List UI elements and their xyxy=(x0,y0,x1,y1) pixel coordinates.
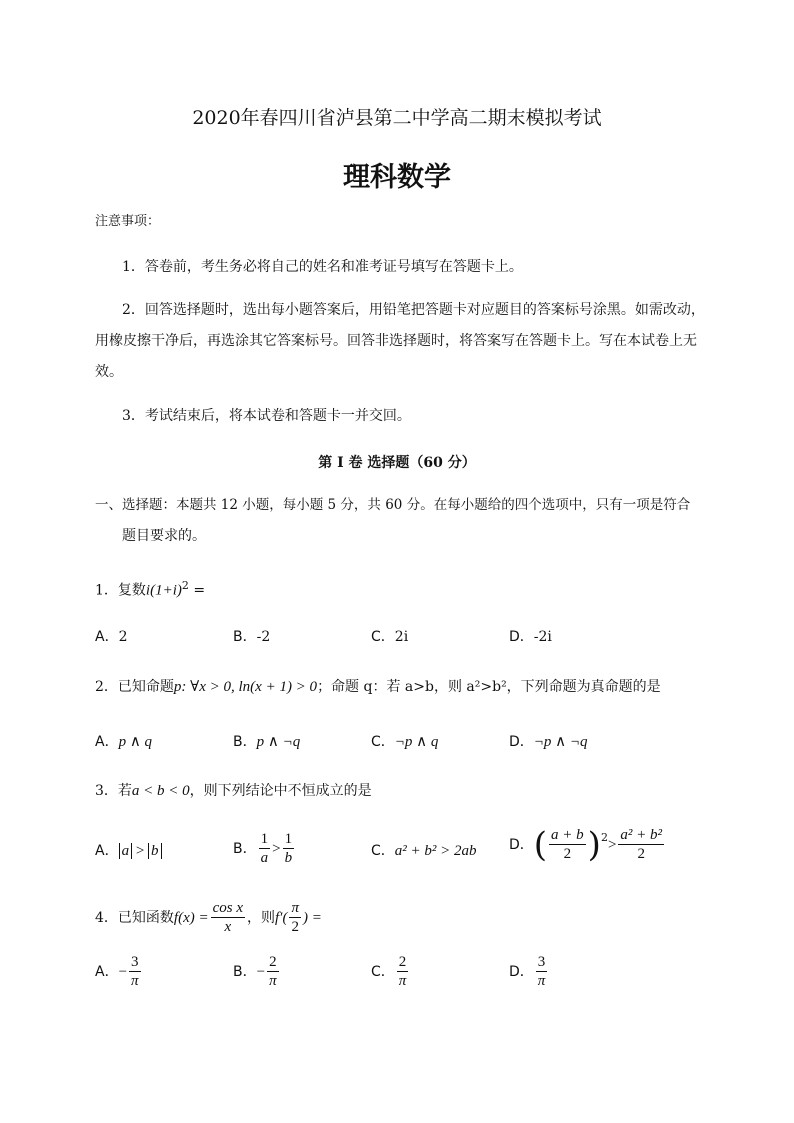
question-4-option-b[interactable]: B． − $\frac{2}{\pi}$ xyxy=(233,954,277,989)
question-1-prefix: 1．复数 xyxy=(95,582,146,599)
notice-item-3: 3．考试结束后，将本试卷和答题卡一并交回。 xyxy=(122,408,411,424)
notice-item-1: 1．答卷前，考生务必将自己的姓名和准考证号填写在答题卡上。 xyxy=(122,259,523,275)
question-3-math: a < b < 0 xyxy=(131,783,190,799)
question-3-option-c[interactable]: C．a² + b² > 2ab xyxy=(371,843,477,859)
question-1-option-b[interactable]: B．-2 xyxy=(233,629,271,645)
question-1-option-c[interactable]: C．2i xyxy=(371,629,409,645)
question-4-close: ) = xyxy=(302,909,322,926)
exam-title: 2020年春四川省泸县第二中学高二期末模拟考试 xyxy=(192,107,602,129)
question-3-prefix: 3．若 xyxy=(95,783,132,799)
question-1-option-d[interactable]: D．-2i xyxy=(509,629,552,645)
question-1-suffix: = xyxy=(188,582,206,599)
question-1-stem xyxy=(95,576,205,601)
question-3-option-d[interactable]: D． ( $\frac{a + b}{2}$ ) $^2$ > $\frac{\text{a² + b²}}{2}$ xyxy=(509,824,663,865)
question-2-suffix: ；命题 q：若 a>b，则 a²>b²，下列命题为真命题的是 xyxy=(317,679,661,695)
question-4-option-a[interactable]: A． − $\frac{3}{\pi}$ xyxy=(95,954,139,989)
notice-heading: 注意事项： xyxy=(95,214,161,229)
question-2-option-b[interactable]: B．p ∧ ¬q xyxy=(233,734,301,750)
question-3-option-b[interactable]: B． $\frac{1}{a}$ > $\frac{1}{b}$ xyxy=(233,831,293,866)
notice-item-2-line-3: 效。 xyxy=(95,364,123,380)
question-4-prefix: 4．已知函数 xyxy=(95,909,174,926)
question-2-stem xyxy=(95,677,661,697)
notice-item-2-line-1: 2．回答选择题时，选出每小题答案后，用铅笔把答题卡对应题目的答案标号涂黑。如需改动， xyxy=(122,302,705,318)
question-4-fx: f(x) = xyxy=(173,909,209,926)
question-3-stem xyxy=(95,781,372,801)
question-4-option-c[interactable]: C． $\frac{2}{\pi}$ xyxy=(371,954,407,989)
question-3-option-a[interactable]: A． a > b xyxy=(95,841,162,861)
question-2-prefix: 2．已知命题 xyxy=(95,679,174,695)
question-2-math: p: ∀x > 0, ln(x + 1) > 0 xyxy=(173,679,318,695)
question-4-fprime: f′( xyxy=(275,909,288,926)
subject-title: 理科数学 xyxy=(343,162,451,193)
question-1-option-a[interactable]: A．2 xyxy=(95,629,128,645)
question-4-pi-half: $\frac{\pi}{2}$ xyxy=(291,900,299,935)
section-instruction-line-2: 题目要求的。 xyxy=(122,528,206,544)
question-1-math: i(1+i) xyxy=(145,582,182,599)
section-title: 第 I 卷 选择题（60 分） xyxy=(318,455,476,471)
question-4-mid: ，则 xyxy=(247,909,276,926)
question-4-stem xyxy=(95,899,322,936)
question-4-fraction: $\frac{\text{cos x}}{x}$ xyxy=(212,900,244,935)
question-2-option-c[interactable]: C．¬p ∧ q xyxy=(371,734,439,750)
question-2-option-a[interactable]: A．p ∧ q xyxy=(95,734,153,750)
question-2-option-d[interactable]: D．¬p ∧ ¬q xyxy=(509,734,588,750)
question-3-suffix: ，则下列结论中不恒成立的是 xyxy=(189,783,372,799)
section-instruction-line-1: 一、选择题：本题共 12 小题，每小题 5 分，共 60 分。在每小题给的四个选项中，只有一项是符合 xyxy=(95,497,691,513)
notice-item-2-line-2: 用橡皮擦干净后，再选涂其它答案标号。回答非选择题时，将答案写在答题卡上。写在本试卷上无 xyxy=(95,333,697,349)
question-4-option-d[interactable]: D． $\frac{3}{\pi}$ xyxy=(509,954,546,989)
question-1-exponent: 2 xyxy=(181,579,189,592)
